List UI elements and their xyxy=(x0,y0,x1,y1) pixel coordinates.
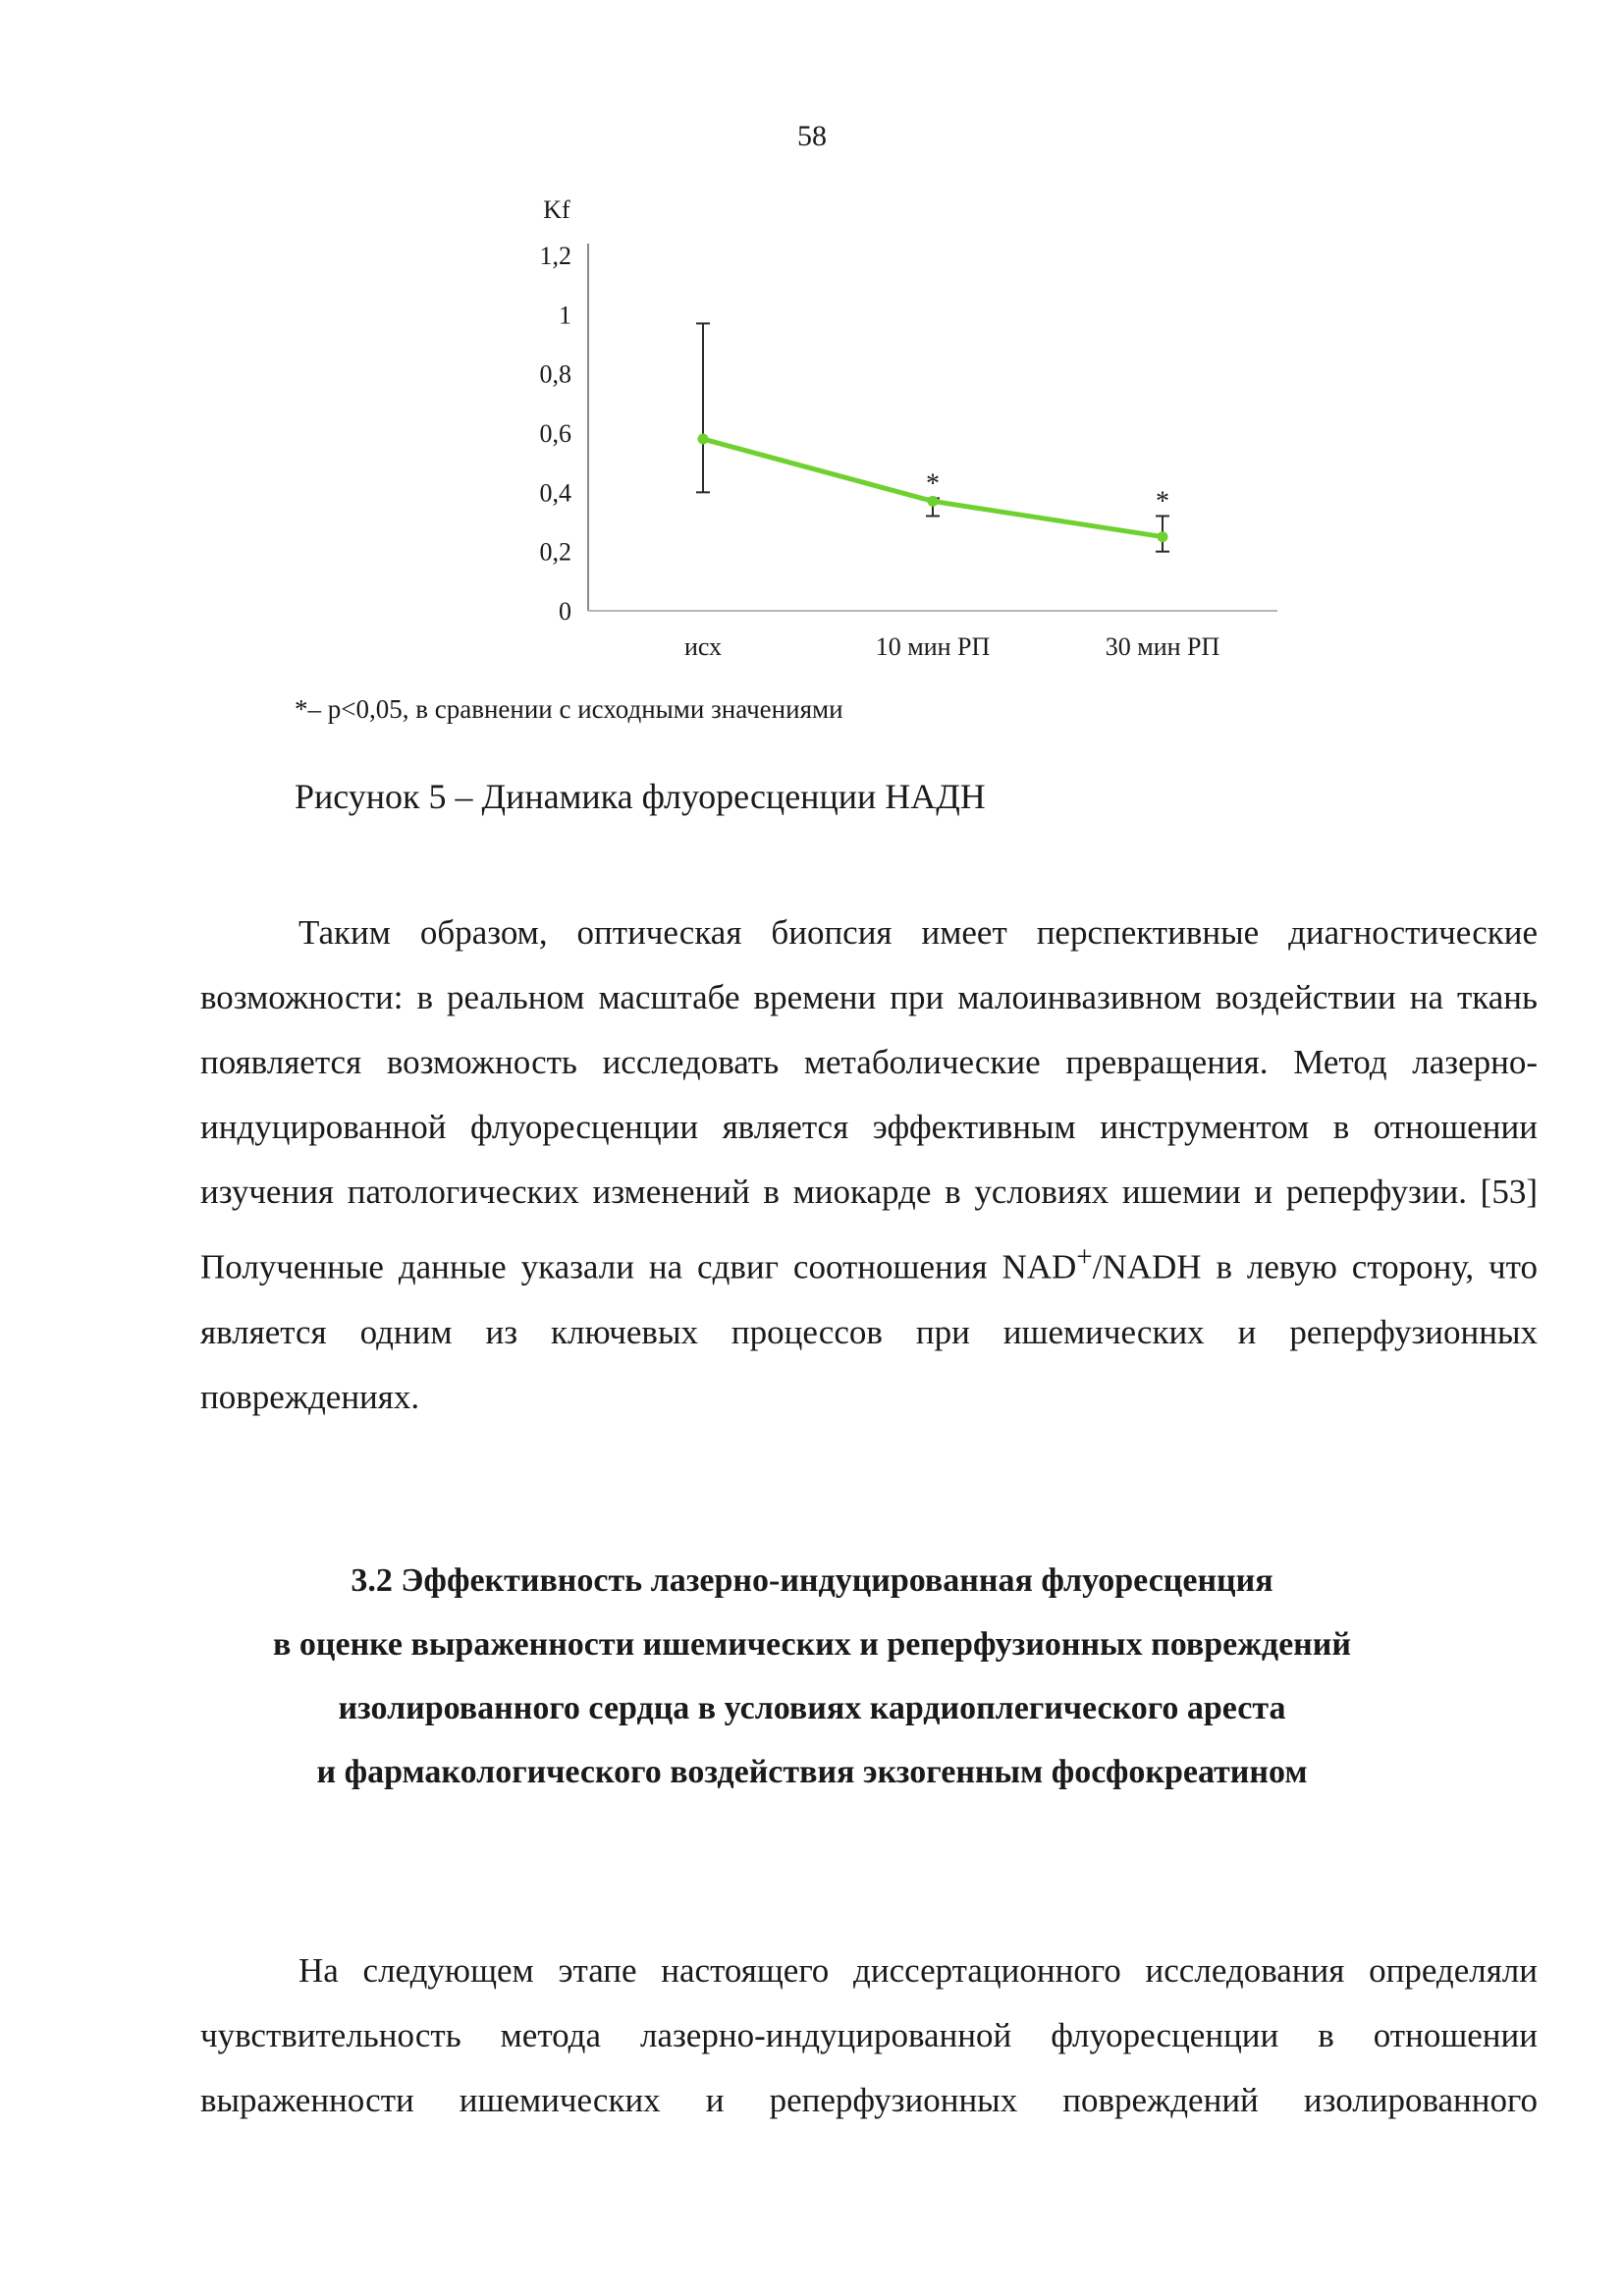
x-tick-label: исх xyxy=(683,632,723,661)
section-heading-line-2: в оценке выраженности ишемических и реперфузионных повреждений xyxy=(273,1626,1351,1663)
paragraph-2-text: На следующем этапе настоящего диссертационного исследования определяли чувствительность метода лазерно-индуцированной флуоресценции в отношении выраженности ишемических и реперфузионных повреждений изолированного xyxy=(200,1951,1538,2119)
y-tick-label: 0,6 xyxy=(539,419,571,448)
paragraph-1-text: Таким образом, оптическая биопсия имеет перспективные диагностические возможности: в реальном масштабе времени при малоинвазивном воздействии на ткань появляется возможность исследовать метаболические превращения. Метод лазерно-индуцированной флуоресценции является эффективным инструментом в отношении изучения патологических изменений в миокарде в условиях ишемии и реперфузии. [53] Полученные данные указали на сдвиг соотношения NAD xyxy=(200,913,1538,1286)
nadh-fluorescence-chart xyxy=(491,187,1335,697)
data-point xyxy=(1158,531,1168,542)
section-heading xyxy=(0,1549,1624,1804)
x-tick-label: 10 мин РП xyxy=(875,632,991,661)
y-tick-label: 0,8 xyxy=(539,359,571,389)
y-axis-label: Kf xyxy=(543,195,570,224)
section-heading-line-4: и фармакологического воздействия экзогенным фосфокреатином xyxy=(316,1754,1308,1790)
body-paragraph-1 xyxy=(200,901,1538,1430)
y-tick-label: 0 xyxy=(559,597,571,626)
page-number: 58 xyxy=(797,120,827,152)
data-point xyxy=(698,434,709,445)
body-paragraph-2 xyxy=(200,1939,1538,2133)
significance-marker: * xyxy=(1156,486,1169,518)
section-heading-line-3: изолированного сердца в условиях кардиоплегического ареста xyxy=(338,1690,1286,1726)
x-tick-label: 30 мин РП xyxy=(1105,632,1220,661)
y-tick-label: 0,2 xyxy=(539,537,571,567)
section-heading-line-1: 3.2 Эффективность лазерно-индуцированная флуоресценция xyxy=(351,1562,1273,1599)
superscript-plus: + xyxy=(1076,1241,1093,1273)
y-tick-label: 1,2 xyxy=(539,242,571,270)
paragraph-1-text-end: /NADH в левую сторону, что является одним из ключевых процессов при ишемических и реперфузионных повреждениях. xyxy=(200,1247,1538,1416)
y-tick-label: 0,4 xyxy=(539,478,571,508)
figure-note: *– p<0,05, в сравнении с исходными значениями xyxy=(295,694,843,724)
y-tick-label: 1 xyxy=(559,301,571,330)
figure-caption: Рисунок 5 – Динамика флуоресценции НАДН xyxy=(295,777,986,816)
significance-marker: * xyxy=(926,468,940,500)
